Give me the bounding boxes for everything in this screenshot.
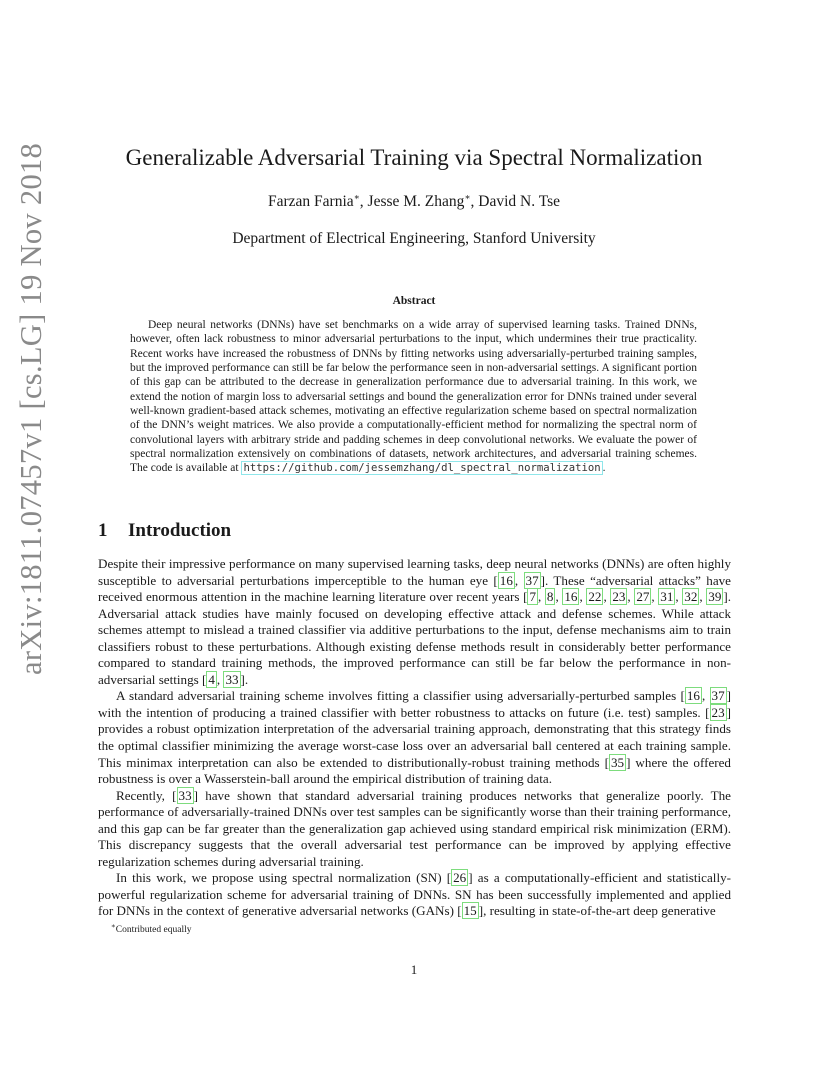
citation-link[interactable]: 37 (525, 572, 539, 588)
body-paragraph (98, 556, 731, 688)
body-text-segment: , (579, 589, 587, 605)
abstract-heading: Abstract (392, 295, 436, 307)
citation-link[interactable]: 31 (660, 589, 674, 605)
body-text-segment: , (555, 589, 563, 605)
code-url-link[interactable]: https://github.com/jessemzhang/dl_spectral_normalization (243, 462, 601, 475)
body-text-segment: , (675, 589, 683, 605)
body-text-segment: A standard adversarial training scheme involves fitting a classifier using adversarially-perturbed samples [ (116, 688, 685, 704)
body-text-segment: ]. Adversarial attack studies have mainly focused on developing effective attack and defense schemes. While attack schemes attempt to mislead a trained classifier via additive perturbations to the input, defense mechanisms aim to train classifiers robust to these perturbations. Although existing defense methods result in considerably better performance compared to standard training methods, the improved performance can still be far below the performance in non-adversarial settings [ (98, 589, 731, 687)
citation-link[interactable]: 16 (564, 589, 578, 605)
body-text-segment: , (651, 589, 659, 605)
citation-link[interactable]: 4 (208, 671, 215, 687)
author-list: Farzan Farnia∗, Jesse M. Zhang∗, David N. Tse (268, 192, 560, 211)
citation-link[interactable]: 35 (610, 754, 625, 770)
affiliation: Department of Electrical Engineering, Stanford University (232, 230, 596, 247)
footnote-text: Contributed equally (115, 925, 192, 936)
body-text-segment: ]. (240, 671, 249, 687)
body-text-segment: Despite their impressive performance on many supervised learning tasks, deep neural networks (DNNs) are often highly susceptible to adversarial perturbations imperceptible to the human eye [ (98, 556, 731, 588)
author-name: David N. Tse (478, 193, 560, 211)
paper-title: Generalizable Adversarial Training via Spectral Normalization (125, 145, 703, 170)
author-mark: ∗ (353, 192, 360, 202)
author-name: Jesse M. Zhang (367, 193, 465, 211)
citation-link[interactable]: 16 (686, 688, 700, 704)
author-mark: ∗ (464, 192, 471, 202)
body-text-segment: ], resulting in state-of-the-art deep generative (478, 903, 716, 919)
page-number: 1 (410, 962, 418, 977)
body-text-segment: ] have shown that standard adversarial training produces networks that generalize poorly. The performance of adversarially-trained DNNs over test samples can be significantly worse than their training performance, and this gap can be far greater than the generalization gap achieved using standard empirical risk minimization (ERM). This discrepancy suggests that the overall adversarial test performance can be improved by applying effective regularization schemes during adversarial training. (98, 787, 731, 869)
citation-link[interactable]: 16 (499, 572, 513, 588)
citation-link[interactable]: 23 (612, 589, 626, 605)
body-text-segment: ] provides a robust optimization interpretation of the adversarial training approach, demonstrating that this strategy finds the optimal classifier minimizing the average worst-case loss over an adversarial ball centered at each training sample. This minimax interpretation can also be extended to distributionally-robust training methods [ (98, 704, 731, 770)
citation-link[interactable]: 8 (546, 589, 554, 605)
body-text-segment: , (701, 688, 710, 704)
body-text-segment: Recently, [ (116, 787, 177, 803)
citation-link[interactable]: 33 (178, 787, 192, 803)
abstract-end: . (602, 462, 606, 475)
body-text-segment: ] as a computationally-efficient and statistically-powerful regularization scheme for adversarial training of DNNs. SN has been successfully implemented and applied for DNNs in the context of generative adversarial networks (GANs) [ (98, 870, 731, 919)
citation-link[interactable]: 37 (711, 688, 725, 704)
citation-link[interactable]: 32 (684, 589, 698, 605)
body-paragraph (98, 788, 731, 871)
citation-link[interactable]: 22 (588, 589, 602, 605)
citation-link[interactable]: 27 (636, 589, 650, 605)
abstract-text (130, 318, 697, 476)
body-paragraph (98, 870, 731, 920)
body-text-segment: , (699, 589, 707, 605)
abstract-body: Deep neural networks (DNNs) have set benchmarks on a wide array of supervised learning tasks. Trained DNNs, however, often lack robustness to minor adversarial perturbations to the input, which undermines their true practicality. Recent works have increased the robustness of DNNs by fitting networks using adversarially-perturbed training samples, but the improved performance can still be far below the performance seen in non-adversarial settings. A significant portion of this gap can be attributed to the decrease in generalization performance due to adversarial training. In this work, we extend the notion of margin loss to adversarial settings and bound the generalization error for DNNs trained under several well-known gradient-based attack schemes, motivating an effective regularization scheme based on spectral normalization of the DNN’s weight matrices. We also provide a computationally-efficient method for normalizing the spectral norm of convolutional layers with arbitrary stride and padding schemes in deep convolutional networks. We evaluate the power of spectral normalization extensively on combinations of datasets, network architectures, and adversarial training schemes. The code is available at (130, 319, 697, 475)
citation-link[interactable]: 26 (453, 870, 467, 886)
body-text-segment: , (514, 572, 524, 588)
citation-link[interactable]: 39 (708, 589, 722, 605)
body-text-segment: , (216, 671, 224, 687)
body-text-segment: , (627, 589, 635, 605)
body-text-segment: In this work, we propose using spectral normalization (SN) [ (116, 870, 452, 886)
body-text-segment: ] with the intention of producing a trained classifier with better robustness to attacks on future (i.e. test) samples. [ (98, 688, 731, 720)
footnote (111, 922, 192, 935)
citation-link[interactable]: 23 (711, 704, 725, 720)
body-text-segment: , (538, 589, 545, 605)
introduction-body (98, 556, 731, 920)
arxiv-identifier: arXiv:1811.07457v1 [cs.LG] 19 Nov 2018 (14, 142, 48, 675)
body-text-segment: ] where the offered robustness is over a Wasserstein-ball around the empirical distribution of training data. (98, 754, 731, 787)
section-title: Introduction (128, 520, 232, 541)
body-paragraph (98, 688, 731, 787)
body-text-segment: ]. These “adversarial attacks” have received enormous attention in the machine learning literature over recent years [ (98, 572, 731, 605)
citation-link[interactable]: 15 (463, 903, 477, 919)
author-name: Farzan Farnia (268, 193, 354, 211)
section-number: 1 (98, 520, 108, 541)
section-heading (98, 520, 231, 542)
body-text-segment: , (603, 589, 611, 605)
citation-link[interactable]: 7 (529, 589, 537, 605)
footnote-mark: ∗ (111, 922, 116, 930)
citation-link[interactable]: 33 (225, 671, 239, 687)
